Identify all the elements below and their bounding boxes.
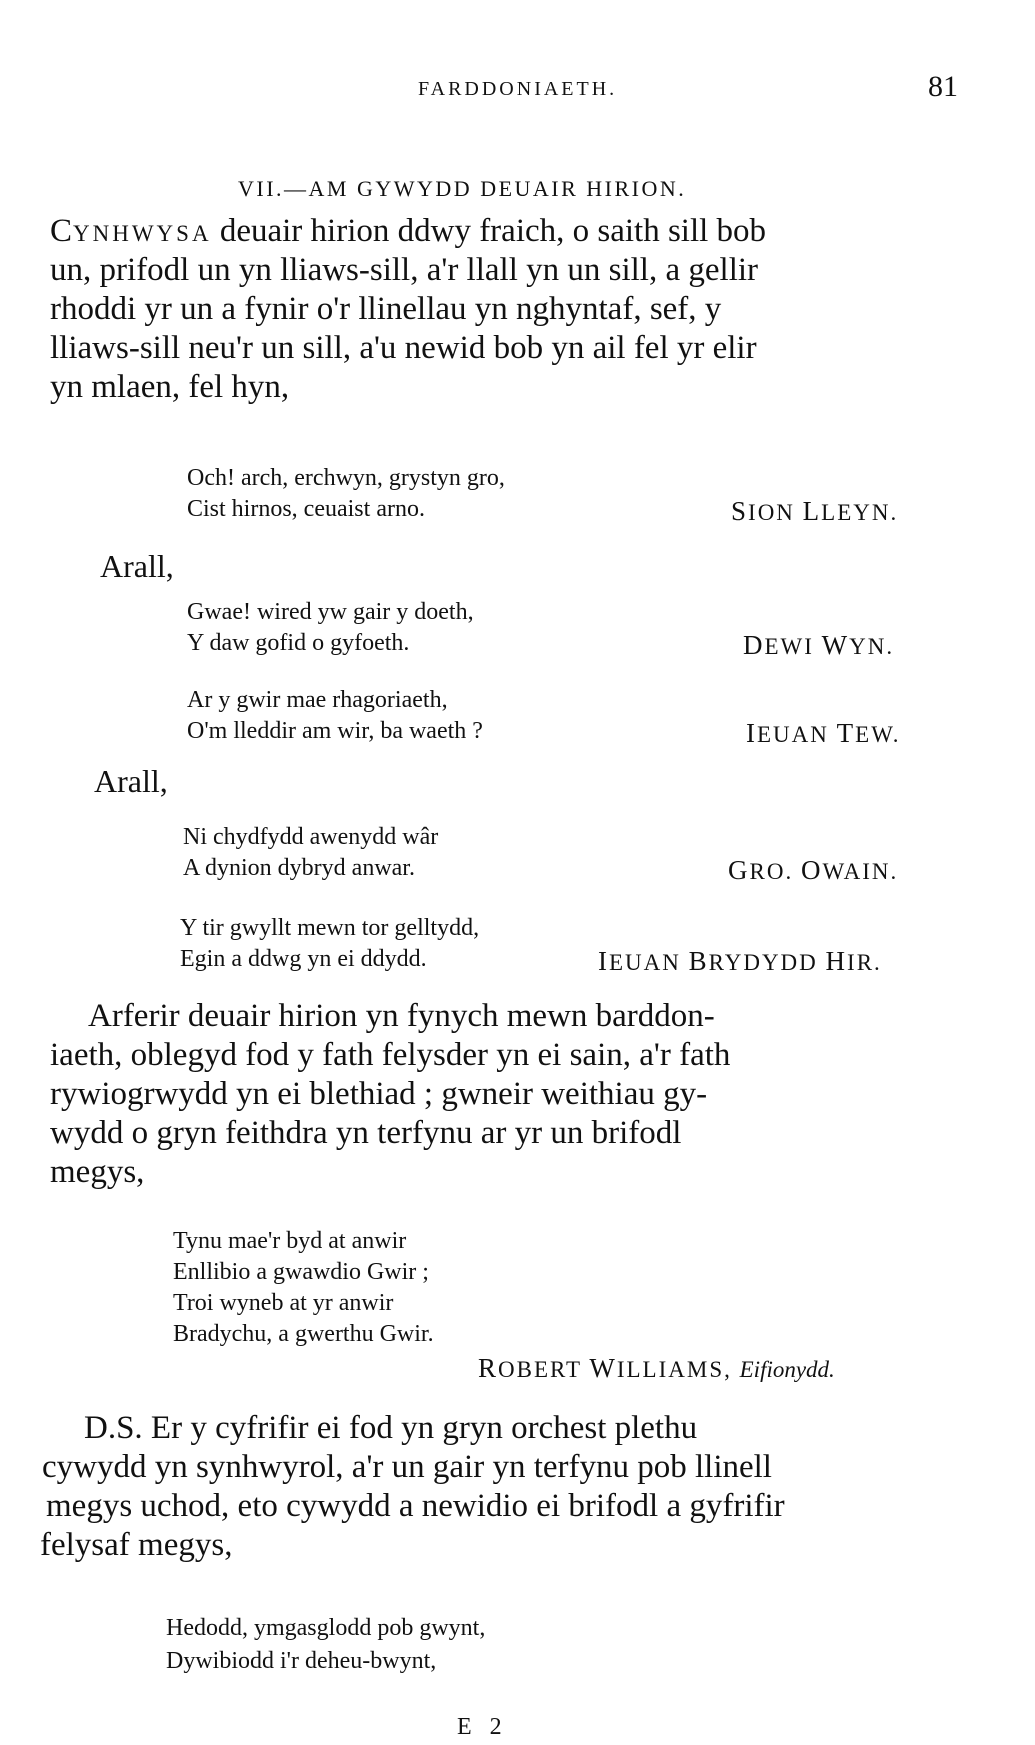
verse-line: Dywibiodd i'r deheu-bwynt,	[166, 1648, 437, 1674]
para-line: D.S. Er y cyfrifir ei fod yn gryn orchest plethu	[84, 1410, 698, 1446]
lead-cap-rest: YNHWYSA	[73, 221, 212, 246]
verse-line: Enllibio a gwawdio Gwir ;	[173, 1259, 429, 1285]
verse-line: Tynu mae'r byd at anwir	[173, 1228, 407, 1254]
intro-line-text: deuair hirion ddwy fraich, o saith sill bob	[211, 213, 767, 249]
verse-line: Och! arch, erchwyn, grystyn gro,	[187, 465, 505, 491]
verse-line: O'm lleddir am wir, ba waeth ?	[187, 718, 483, 744]
verse-line: Ar y gwir mae rhagoriaeth,	[187, 687, 448, 713]
signature-mark: E 2	[457, 1714, 508, 1740]
intro-line-4: lliaws-sill neu'r un sill, a'u newid bob yn ail fel yr elir	[50, 330, 757, 366]
author-attribution: SION LLEYN.	[731, 496, 899, 526]
arall-label: Arall,	[94, 763, 168, 799]
verse-line: Gwae! wired yw gair y doeth,	[187, 599, 474, 625]
lead-small-caps	[50, 213, 212, 249]
author-attribution: ROBERT WILLIAMS, Eifionydd.	[478, 1353, 835, 1383]
verse-line: Hedodd, ymgasglodd pob gwynt,	[166, 1615, 486, 1641]
page-number: 81	[928, 70, 958, 103]
verse-line: Cist hirnos, ceuaist arno.	[187, 496, 425, 522]
verse-line: Ni chydfydd awenydd wâr	[183, 824, 439, 850]
section-heading: VII.—AM GYWYDD DEUAIR HIRION.	[238, 176, 687, 201]
para-line: iaeth, oblegyd fod y fath felysder yn ei sain, a'r fath	[50, 1037, 731, 1073]
lead-cap-initial: C	[50, 213, 74, 249]
author-attribution: DEWI WYN.	[743, 630, 895, 660]
intro-line-3: rhoddi yr un a fynir o'r llinellau yn nghyntaf, sef, y	[50, 291, 722, 327]
verse-line: Bradychu, a gwerthu Gwir.	[173, 1321, 434, 1347]
author-attribution: IEUAN BRYDYDD HIR.	[598, 946, 882, 976]
running-title: FARDDONIAETH.	[418, 78, 618, 100]
para-line: wydd o gryn feithdra yn terfynu ar yr un brifodl	[50, 1115, 682, 1151]
verse-line: Egin a ddwg yn ei ddydd.	[180, 946, 427, 972]
intro-line-5: yn mlaen, fel hyn,	[50, 369, 290, 405]
para-line: rywiogrwydd yn ei blethiad ; gwneir weithiau gy-	[50, 1076, 708, 1112]
para-line: megys uchod, eto cywydd a newidio ei brifodl a gyfrifir	[46, 1488, 785, 1524]
intro-line-2: un, prifodl un yn lliaws-sill, a'r llall yn un sill, a gellir	[50, 252, 759, 288]
author-attribution: GRO. OWAIN.	[728, 855, 899, 885]
author-attribution: IEUAN TEW.	[746, 718, 901, 748]
verse-line: A dynion dybryd anwar.	[183, 855, 415, 881]
para-line: megys,	[50, 1154, 145, 1190]
intro-line-1	[50, 212, 766, 253]
verse-line: Troi wyneb at yr anwir	[173, 1290, 394, 1316]
para-line: felysaf megys,	[40, 1527, 233, 1563]
author-alias: Eifionydd.	[739, 1357, 835, 1382]
arall-label: Arall,	[100, 548, 174, 584]
para-line: Arferir deuair hirion yn fynych mewn barddon-	[88, 998, 715, 1034]
verse-line: Y tir gwyllt mewn tor gelltydd,	[180, 915, 480, 941]
verse-line: Y daw gofid o gyfoeth.	[187, 630, 410, 656]
para-line: cywydd yn synhwyrol, a'r un gair yn terfynu pob llinell	[42, 1449, 772, 1485]
